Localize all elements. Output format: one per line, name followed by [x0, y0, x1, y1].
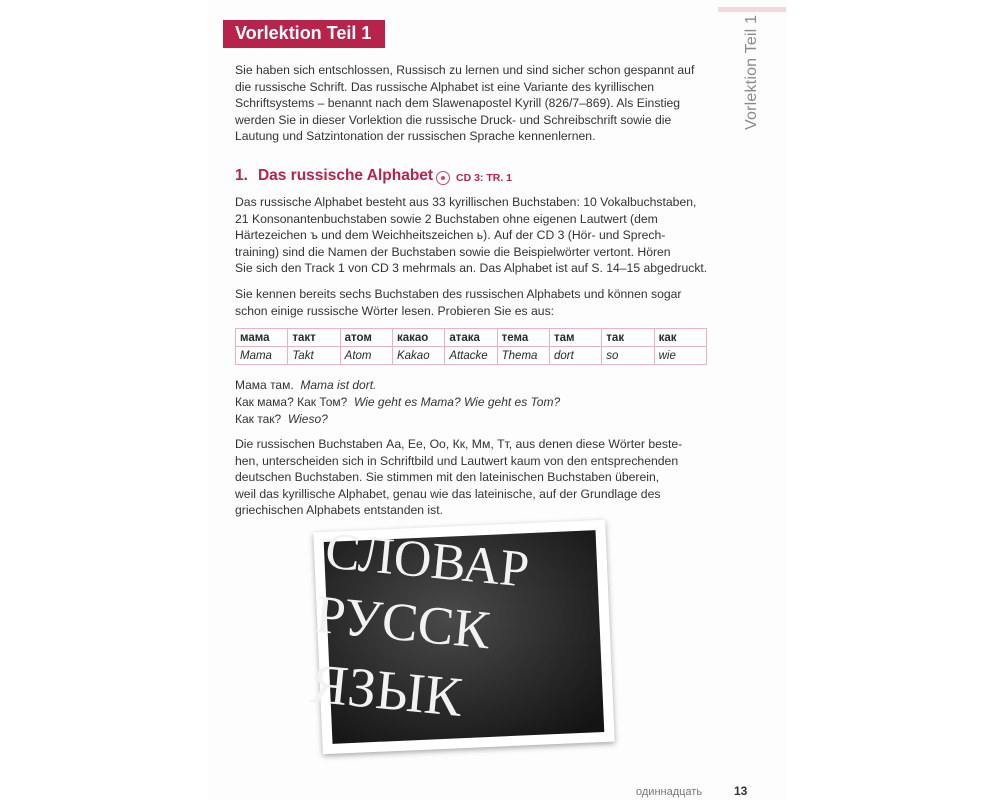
section-title: Das russische Alphabet	[257, 167, 434, 184]
section-heading	[235, 167, 433, 185]
intro-line: die russische Schrift. Das russische Alphabet ist eine Variante des kyrillischen	[235, 79, 655, 94]
example-german: Wie geht es Mama? Wie geht es Tom?	[354, 395, 561, 409]
cd-track-label: CD 3: TR. 1	[456, 172, 513, 184]
letters-line: hen, unterscheiden sich in Schriftbild und Lautwert kaum von den entsprechenden	[235, 453, 679, 468]
example-german: Wieso?	[287, 412, 328, 426]
word-table	[235, 328, 707, 365]
letters-line: Die russischen Buchstaben Аа, Ее, Оо, Кк, Мм, Тт, aus denen diese Wörter beste-	[235, 437, 683, 451]
alphabet-line: Härtezeichen ъ und dem Weichheitszeichen ь). Auf der CD 3 (Hör- und Sprech-	[235, 228, 666, 243]
cyrillic-row	[236, 329, 707, 347]
page-number: 13	[734, 784, 748, 798]
cyrillic-word: там	[549, 329, 601, 347]
photo-word: РУССК	[312, 583, 493, 661]
example-russian: Как так?	[235, 412, 282, 426]
letters-paragraph	[235, 436, 710, 519]
translation-word: Mama	[236, 347, 288, 365]
photo-russian-words	[307, 520, 614, 755]
side-accent-rule	[718, 7, 786, 12]
alphabet-line: training) sind die Namen der Buchstaben sowie die Beispielwörter vertont. Hören	[235, 244, 671, 259]
translation-word: dort	[549, 347, 601, 365]
intro-paragraph	[235, 62, 710, 145]
alphabet-line: 21 Konsonantenbuchstaben sowie 2 Buchstaben ohne eigenen Lautwert (dem	[235, 211, 658, 226]
page-number-word: одиннадцать	[636, 786, 703, 798]
photo-image	[307, 522, 605, 744]
cyrillic-word: атака	[445, 329, 497, 347]
cyrillic-word: мама	[236, 329, 288, 347]
example-sentence	[235, 378, 376, 392]
cyrillic-word: так	[602, 329, 654, 347]
translation-word: Kakao	[392, 347, 444, 365]
cyrillic-word: какао	[392, 329, 444, 347]
try-paragraph	[235, 286, 710, 319]
cd-icon	[436, 171, 450, 185]
intro-line: werden Sie in dieser Vorlektion die russische Druck- und Schreibschrift sowie die	[235, 112, 672, 127]
translation-word: wie	[654, 347, 706, 365]
example-russian: Как мама? Как Том?	[235, 395, 348, 409]
translation-word: Thema	[497, 347, 549, 365]
intro-line: Sie haben sich entschlossen, Russisch zu lernen und sind sicher schon gespannt auf	[235, 63, 695, 77]
side-chapter-tab: Vorlektion Teil 1	[743, 14, 760, 130]
example-sentence	[235, 395, 560, 409]
try-line: Sie kennen bereits sechs Buchstaben des russischen Alphabets und können sogar	[235, 287, 682, 301]
translation-word: so	[602, 347, 654, 365]
intro-line: Lautung und Satzintonation der russischen Sprache kennenlernen.	[235, 129, 596, 144]
alphabet-line: Sie sich den Track 1 von CD 3 mehrmals an. Das Alphabet ist auf S. 14–15 abgedruckt.	[235, 261, 708, 276]
cyrillic-word: тема	[497, 329, 549, 347]
translation-word: Takt	[288, 347, 340, 365]
translation-row	[236, 347, 707, 365]
cyrillic-word: атом	[340, 329, 392, 347]
example-russian: Мама там.	[235, 378, 294, 392]
cyrillic-word: как	[654, 329, 706, 347]
letters-line: weil das kyrillische Alphabet, genau wie das lateinische, auf der Grundlage des	[235, 486, 661, 501]
translation-word: Atom	[340, 347, 392, 365]
alphabet-paragraph	[235, 194, 710, 277]
example-german: Mama ist dort.	[300, 378, 377, 392]
intro-line: Schriftsystems – benannt nach dem Slawenapostel Kyrill (826/7–869). Als Einstieg	[235, 96, 681, 111]
section-number: 1.	[235, 167, 248, 184]
example-sentence	[235, 412, 328, 426]
photo-word: ЯЗЫК	[307, 652, 465, 729]
letters-line: deutschen Buchstaben. Sie stimmen mit den lateinischen Buchstaben überein,	[235, 470, 660, 485]
letters-line: griechischen Alphabets entstanden ist.	[235, 503, 444, 518]
chapter-title: Vorlektion Teil 1	[235, 23, 372, 43]
chapter-banner	[223, 20, 385, 48]
translation-word: Attacke	[445, 347, 497, 365]
cyrillic-word: такт	[288, 329, 340, 347]
alphabet-line: Das russische Alphabet besteht aus 33 kyrillischen Buchstaben: 10 Vokalbuchstaben,	[235, 195, 697, 209]
photo-word: СЛОВАР	[322, 522, 532, 599]
try-line: schon einige russische Wörter lesen. Probieren Sie es aus:	[235, 303, 555, 318]
